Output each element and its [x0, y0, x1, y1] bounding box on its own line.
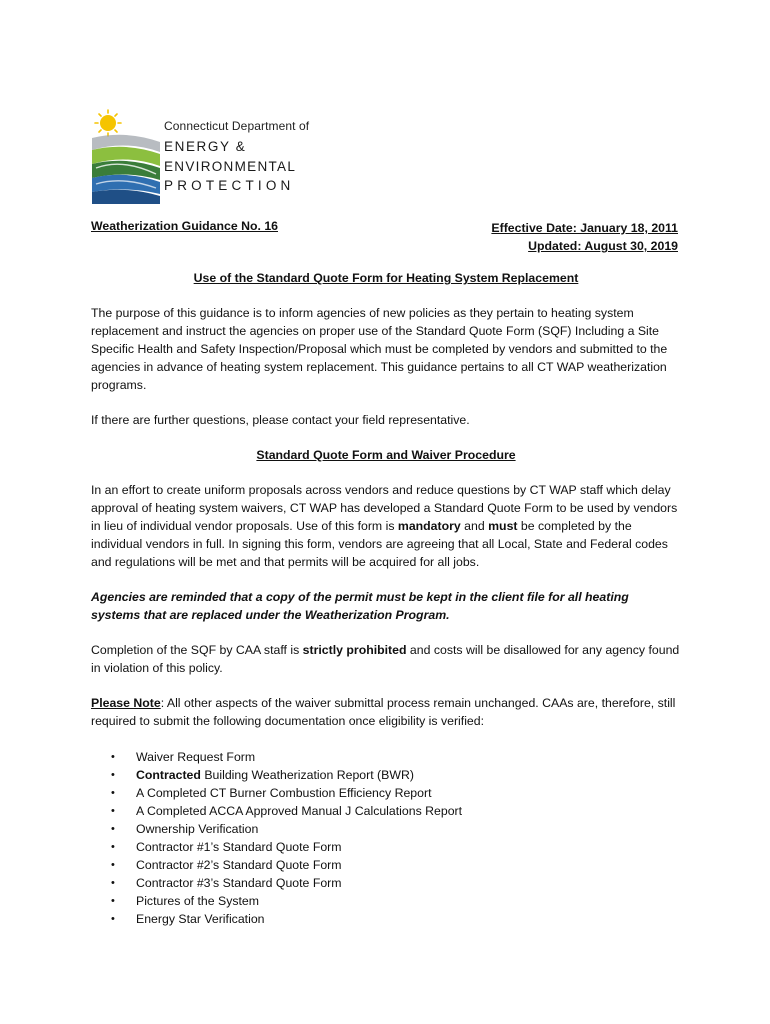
strictly-prohibited-emphasis: strictly prohibited — [302, 643, 407, 657]
logo-dept-line: Connecticut Department of — [164, 119, 310, 133]
date-block — [491, 219, 678, 255]
procedure-text-1: In an effort to create uniform proposals across vendors and reduce questions by CT WAP staff which delay approval of heating system waivers, CT WAP has developed a Standard Quote Form to be used by vendors in lieu of individual vendor proposals. Use of this form is — [91, 483, 678, 533]
procedure-paragraph — [91, 481, 681, 571]
procedure-text-2: and — [460, 519, 489, 533]
list-item — [91, 838, 681, 856]
list-item — [91, 802, 681, 820]
bullet-icon: • — [111, 859, 115, 871]
list-item-emphasis: Contracted — [136, 768, 201, 782]
contact-paragraph: If there are further questions, please contact your field representative. — [91, 413, 470, 427]
prohibition-paragraph — [91, 641, 681, 677]
note-paragraph — [91, 694, 681, 730]
list-item — [91, 856, 681, 874]
must-emphasis: must — [488, 519, 518, 533]
list-item-label: Contractor #1’s Standard Quote Form — [136, 840, 342, 854]
document-body — [91, 269, 681, 928]
list-item-label: A Completed CT Burner Combustion Efficiency Report — [136, 786, 432, 800]
bullet-icon: • — [111, 895, 115, 907]
mandatory-emphasis: mandatory — [397, 519, 461, 533]
list-item — [91, 784, 681, 802]
logo-line-energy: ENERGY & — [164, 139, 247, 154]
list-item — [91, 820, 681, 838]
prohibition-text-1: Completion of the SQF by CAA staff is — [91, 643, 303, 657]
list-item — [91, 766, 681, 784]
document-title: Use of the Standard Quote Form for Heating System Replacement — [193, 271, 579, 285]
intro-paragraph: The purpose of this guidance is to inform agencies of new policies as they pertain to heating system replacement and instruct the agencies on proper use of the Standard Quote Form (SQF) Including a Site Specific Health and Safety Inspection/Proposal which must be completed by vendors and submitted to the agencies in advance of heating system replacement. This guidance pertains to all CT WAP weatherization programs. — [91, 306, 668, 392]
please-note-label: Please Note — [91, 696, 161, 710]
bullet-icon: • — [111, 877, 115, 889]
list-item-label: Pictures of the System — [136, 894, 260, 908]
guidance-number: Weatherization Guidance No. 16 — [91, 219, 278, 233]
list-item-label: Building Weatherization Report (BWR) — [200, 768, 414, 782]
logo-wordmark — [164, 120, 309, 193]
bullet-icon: • — [111, 787, 115, 799]
deep-logo — [92, 108, 322, 208]
list-item-label: Energy Star Verification — [136, 912, 265, 926]
bullet-icon: • — [111, 841, 115, 853]
list-item-label: A Completed ACCA Approved Manual J Calculations Report — [136, 804, 463, 818]
list-item — [91, 874, 681, 892]
list-item — [91, 910, 681, 928]
list-item-label: Contractor #2’s Standard Quote Form — [136, 858, 342, 872]
list-item-label: Contractor #3’s Standard Quote Form — [136, 876, 342, 890]
list-item-label: Waiver Request Form — [136, 750, 256, 764]
effective-date: Effective Date: January 18, 2011 — [491, 221, 678, 235]
procedure-text-3: be completed by the individual vendors in full. In signing this form, vendors are agreeing that all Local, State and Federal codes and regulations will be met and that permits will be acquired for all jobs. — [91, 519, 668, 569]
bullet-icon: • — [111, 805, 115, 817]
section-title: Standard Quote Form and Waiver Procedure — [256, 448, 516, 462]
deep-emblem-icon — [92, 108, 160, 204]
documentation-list — [91, 748, 681, 928]
bullet-icon: • — [111, 769, 115, 781]
updated-date: Updated: August 30, 2019 — [528, 239, 678, 253]
prohibition-text-2: and costs will be disallowed for any agency found in violation of this policy. — [91, 643, 680, 675]
list-item-label: Ownership Verification — [136, 822, 259, 836]
logo-line-protection: PROTECTION — [164, 178, 295, 193]
list-item — [91, 892, 681, 910]
note-text: : All other aspects of the waiver submittal process remain unchanged. CAAs are, therefore, still required to submit the following documentation once eligibility is verified: — [91, 696, 676, 728]
bullet-icon: • — [111, 913, 115, 925]
logo-line-environmental: ENVIRONMENTAL — [164, 158, 297, 174]
sun-icon — [95, 110, 121, 136]
bullet-icon: • — [111, 751, 115, 763]
list-item — [91, 748, 681, 766]
permit-reminder: Agencies are reminded that a copy of the permit must be kept in the client file for all heating systems that are replaced under the Weatherization Program. — [91, 590, 629, 622]
bullet-icon: • — [111, 823, 115, 835]
